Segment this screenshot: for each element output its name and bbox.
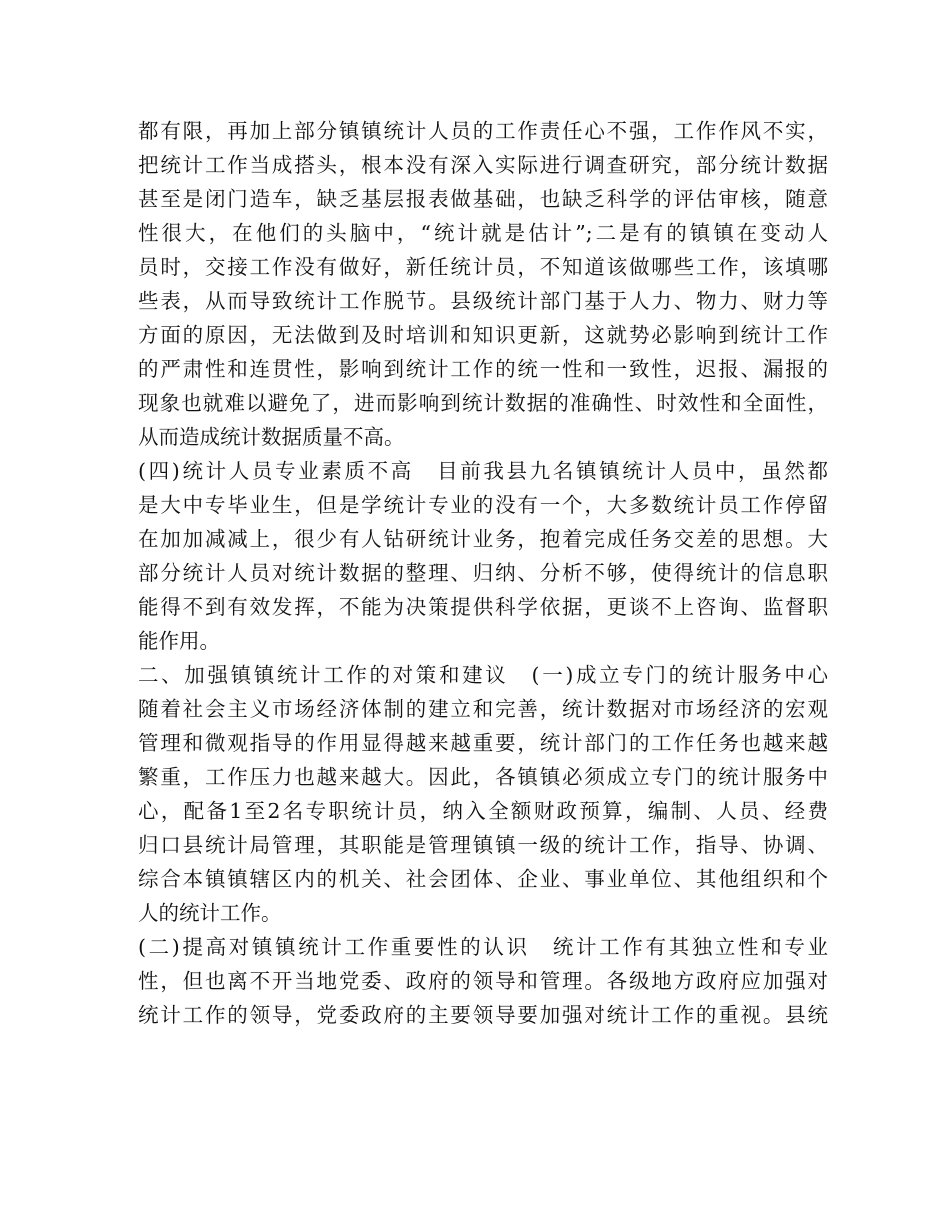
text-line: 能作用。 [138,629,220,653]
text-line: 能得不到有效发挥，不能为决策提供科学依据，更谈不上咨询、监督职 [138,595,828,619]
text-line: 归口县统计局管理，其职能是管理镇镇一级的统计工作，指导、协调、 [138,833,828,857]
text-line: 综合本镇镇辖区内的机关、社会团体、企业、事业单位、其他组织和个 [138,867,828,891]
text-line: 性，但也离不开当地党委、政府的领导和管理。各级地方政府应加强对 [138,969,828,993]
text-line: 心，配备1至2名专职统计员，纳入全额财政预算，编制、人员、经费 [138,799,828,823]
text-line: 在加加减减上，很少有人钻研统计业务，抱着完成任务交差的思想。大 [138,527,828,551]
text-line: 二、加强镇镇统计工作的对策和建议 (一)成立专门的统计服务中心 [138,663,828,687]
text-line: 些表，从而导致统计工作脱节。县级统计部门基于人力、物力、财力等 [138,289,828,313]
text-line: 随着社会主义市场经济体制的建立和完善，统计数据对市场经济的宏观 [138,697,828,721]
text-line: 都有限，再加上部分镇镇统计人员的工作责任心不强，工作作风不实， [138,119,828,143]
text-line: 人的统计工作。 [138,901,282,925]
text-line: (四)统计人员专业素质不高 目前我县九名镇镇统计人员中，虽然都 [138,459,828,483]
text-line: (二)提高对镇镇统计工作重要性的认识 统计工作有其独立性和专业 [138,935,828,959]
document-body [138,114,828,1032]
text-line: 性很大，在他们的头脑中，“统计就是估计”;二是有的镇镇在变动人 [138,221,828,245]
text-line: 从而造成统计数据质量不高。 [138,425,405,449]
text-line: 管理和微观指导的作用显得越来越重要，统计部门的工作任务也越来越 [138,731,828,755]
text-line: 统计工作的领导，党委政府的主要领导要加强对统计工作的重视。县统 [138,1003,828,1027]
text-line: 员时，交接工作没有做好，新任统计员，不知道该做哪些工作，该填哪 [138,255,828,279]
text-line: 现象也就难以避免了，进而影响到统计数据的准确性、时效性和全面性， [138,391,828,415]
text-line: 是大中专毕业生，但是学统计专业的没有一个，大多数统计员工作停留 [138,493,828,517]
text-line: 甚至是闭门造车，缺乏基层报表做基础，也缺乏科学的评估审核，随意 [138,187,828,211]
text-line: 的严肃性和连贯性，影响到统计工作的统一性和一致性，迟报、漏报的 [138,357,828,381]
text-line: 方面的原因，无法做到及时培训和知识更新，这就势必影响到统计工作 [138,323,828,347]
text-line: 部分统计人员对统计数据的整理、归纳、分析不够，使得统计的信息职 [138,561,828,585]
text-line: 把统计工作当成搭头，根本没有深入实际进行调查研究，部分统计数据 [138,153,828,177]
text-line: 繁重，工作压力也越来越大。因此，各镇镇必须成立专门的统计服务中 [138,765,828,789]
